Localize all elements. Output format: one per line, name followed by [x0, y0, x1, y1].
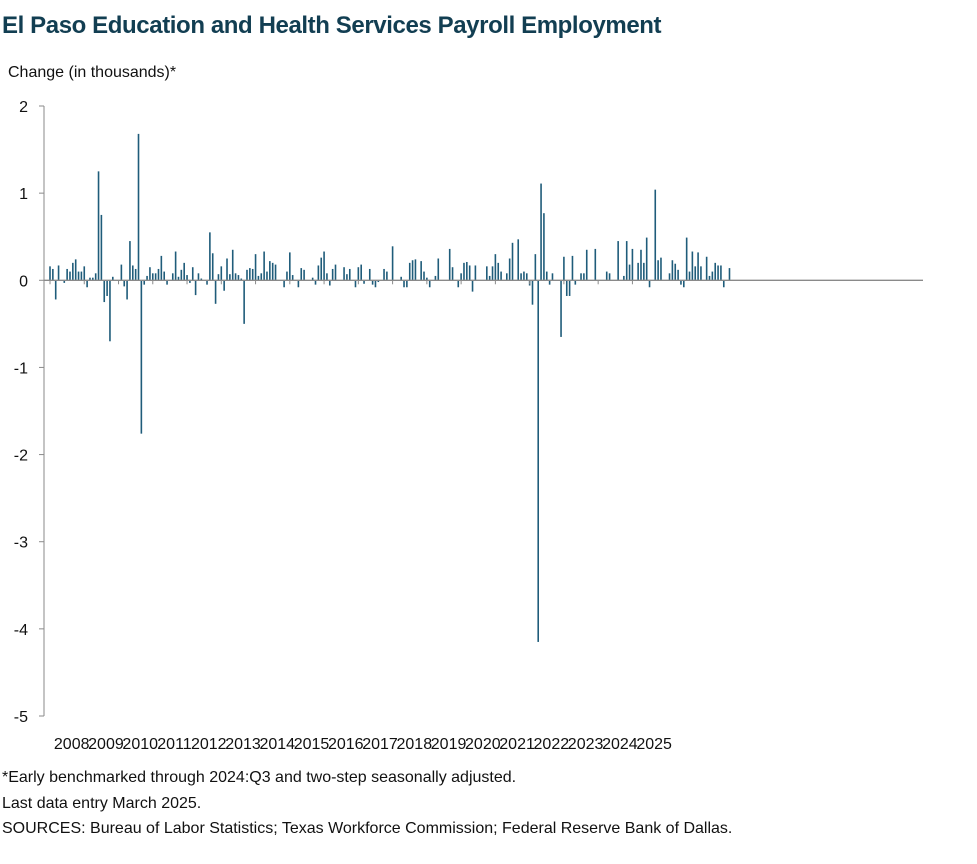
- bar: [512, 243, 514, 280]
- y-tick-label: 0: [19, 273, 28, 291]
- bar: [52, 269, 54, 280]
- bar: [332, 269, 334, 280]
- bar: [375, 280, 377, 287]
- bar: [472, 280, 474, 291]
- bar: [172, 273, 174, 280]
- bar: [569, 280, 571, 296]
- bar: [218, 274, 220, 280]
- bar: [566, 280, 568, 296]
- bar: [155, 273, 157, 280]
- bar: [300, 268, 302, 280]
- bar: [609, 273, 611, 280]
- bar: [98, 171, 100, 280]
- bar: [629, 265, 631, 281]
- bar: [572, 256, 574, 280]
- bar: [646, 238, 648, 281]
- x-tick-label: 2009: [88, 736, 124, 753]
- x-tick-label: 2019: [430, 736, 467, 753]
- bar: [535, 254, 537, 280]
- bar: [520, 273, 522, 280]
- bar: [509, 259, 511, 281]
- bar: [583, 273, 585, 280]
- bar: [298, 280, 300, 287]
- bar: [540, 184, 542, 281]
- bar: [195, 280, 197, 295]
- bar: [343, 267, 345, 280]
- bar: [72, 263, 74, 280]
- bar: [492, 266, 494, 280]
- x-tick-label: 2022: [533, 736, 570, 753]
- bar: [686, 238, 688, 281]
- bar: [335, 265, 337, 281]
- bar: [303, 270, 305, 280]
- bar: [697, 252, 699, 280]
- bar: [437, 259, 439, 281]
- bar: [563, 257, 565, 281]
- bar: [235, 273, 237, 280]
- x-tick-label: 2008: [53, 736, 90, 753]
- bar: [692, 252, 694, 281]
- bar: [720, 265, 722, 280]
- bar: [617, 241, 619, 280]
- bar: [714, 263, 716, 280]
- bar: [392, 246, 394, 280]
- bar: [75, 259, 77, 280]
- bar: [469, 265, 471, 280]
- bar: [349, 269, 351, 280]
- bar: [526, 273, 528, 280]
- bar: [546, 272, 548, 281]
- y-tick-label: 1: [19, 186, 28, 204]
- x-tick-label: 2025: [636, 736, 672, 753]
- bar: [423, 272, 425, 281]
- bar: [223, 280, 225, 290]
- bar: [66, 269, 68, 280]
- x-tick-label: 2020: [465, 736, 501, 753]
- bar: [81, 272, 83, 281]
- bar: [232, 250, 234, 280]
- bar: [158, 269, 160, 280]
- bar: [497, 263, 499, 280]
- bar: [163, 272, 165, 281]
- chart-title: El Paso Education and Health Services Payroll Employment: [2, 12, 662, 39]
- bar: [369, 269, 371, 280]
- bar: [643, 263, 645, 280]
- bar: [255, 254, 257, 280]
- bar: [106, 280, 108, 296]
- bar: [129, 241, 131, 280]
- bar: [383, 269, 385, 280]
- bar: [700, 266, 702, 280]
- bar: [55, 280, 57, 299]
- bar: [723, 280, 725, 287]
- footnote-benchmark: *Early benchmarked through 2024:Q3 and two-step seasonally adjusted.: [2, 769, 517, 786]
- bar: [523, 272, 525, 281]
- bar: [506, 273, 508, 280]
- bar: [654, 190, 656, 281]
- bar: [132, 265, 134, 280]
- bar: [283, 280, 285, 287]
- bar: [272, 263, 274, 280]
- bar: [109, 280, 111, 341]
- bar: [138, 134, 140, 280]
- bar: [640, 250, 642, 280]
- bar: [175, 252, 177, 281]
- footnote-last-entry: Last data entry March 2025.: [2, 795, 202, 812]
- y-tick-label: -2: [13, 447, 28, 465]
- x-tick-label: 2015: [293, 736, 330, 753]
- bar: [149, 267, 151, 280]
- bar: [249, 268, 251, 280]
- bar: [532, 280, 534, 304]
- bar: [269, 261, 271, 280]
- x-tick-label: 2018: [396, 736, 433, 753]
- bar: [606, 272, 608, 281]
- bar: [712, 272, 714, 281]
- bar: [457, 280, 459, 287]
- bar: [649, 280, 651, 287]
- bar: [632, 249, 634, 280]
- x-tick-label: 2014: [259, 736, 296, 753]
- bar: [689, 272, 691, 281]
- bar: [360, 265, 362, 281]
- bar: [318, 265, 320, 280]
- bar: [275, 265, 277, 281]
- bar: [329, 280, 331, 285]
- bar: [415, 259, 417, 280]
- bar: [729, 268, 731, 280]
- bar: [266, 272, 268, 281]
- bar: [183, 263, 185, 280]
- bar: [198, 273, 200, 280]
- bar: [409, 263, 411, 280]
- bar: [669, 273, 671, 280]
- bar: [672, 260, 674, 280]
- footnote-sources: SOURCES: Bureau of Labor Statistics; Texas Workforce Commission; Federal Reserve Bank of Dallas.: [2, 820, 733, 837]
- bar: [386, 272, 388, 281]
- bar: [537, 280, 539, 642]
- y-axis-label: Change (in thousands)*: [8, 64, 177, 81]
- bar: [580, 273, 582, 280]
- bar: [243, 280, 245, 324]
- bar: [466, 262, 468, 280]
- bar: [260, 273, 262, 280]
- bar: [49, 266, 51, 280]
- bar: [192, 267, 194, 280]
- bar: [229, 274, 231, 280]
- bar: [694, 266, 696, 280]
- y-tick-label: -5: [13, 709, 28, 726]
- x-tick-label: 2023: [567, 736, 604, 753]
- bar: [126, 280, 128, 299]
- bar: [586, 250, 588, 280]
- x-tick-label: 2021: [499, 736, 535, 753]
- bar: [626, 241, 628, 280]
- bar: [355, 280, 357, 287]
- bar: [323, 252, 325, 281]
- bar: [595, 249, 597, 280]
- bar: [660, 258, 662, 281]
- x-tick-label: 2013: [225, 736, 261, 753]
- bar: [346, 274, 348, 280]
- bar: [135, 269, 137, 280]
- bar: [103, 280, 105, 302]
- bar: [657, 260, 659, 280]
- bar: [215, 280, 217, 304]
- bar: [86, 280, 88, 287]
- bar: [226, 259, 228, 281]
- x-tick-label: 2016: [327, 736, 364, 753]
- bar: [58, 265, 60, 280]
- y-tick-label: -4: [13, 621, 28, 639]
- bar: [429, 280, 431, 287]
- bar: [412, 260, 414, 280]
- bar: [69, 272, 71, 281]
- bar: [420, 261, 422, 280]
- bar: [95, 273, 97, 280]
- y-tick-label: -1: [13, 360, 28, 378]
- bar: [83, 266, 85, 280]
- bar: [186, 275, 188, 280]
- bar: [326, 273, 328, 280]
- bar: [463, 263, 465, 280]
- bar: [78, 272, 80, 281]
- bar: [452, 267, 454, 280]
- x-tick-label: 2011: [157, 736, 192, 753]
- bar: [101, 215, 103, 280]
- bar: [706, 257, 708, 281]
- bar: [238, 275, 240, 280]
- bar: [517, 239, 519, 280]
- bar: [406, 280, 408, 287]
- bar: [246, 270, 248, 280]
- bar: [252, 269, 254, 280]
- bar: [161, 256, 163, 280]
- bar: [500, 272, 502, 281]
- bar: [320, 258, 322, 281]
- bar: [292, 275, 294, 280]
- bar: [181, 270, 183, 280]
- bar: [212, 253, 214, 280]
- bar: [486, 266, 488, 280]
- bar: [358, 267, 360, 280]
- bar: [560, 280, 562, 337]
- y-tick-label: 2: [19, 99, 28, 116]
- bar: [717, 265, 719, 280]
- bar: [475, 265, 477, 280]
- bar: [141, 280, 143, 433]
- bar: [637, 263, 639, 280]
- bar: [460, 273, 462, 280]
- y-tick-label: -3: [13, 534, 28, 552]
- x-tick-label: 2024: [602, 736, 638, 753]
- bar: [289, 252, 291, 280]
- bar: [152, 273, 154, 280]
- bar: [552, 273, 554, 280]
- bar: [683, 280, 685, 287]
- bar: [403, 280, 405, 287]
- bar: [674, 264, 676, 281]
- bar: [543, 213, 545, 280]
- bar: [263, 252, 265, 281]
- bar: [123, 280, 125, 286]
- bar: [449, 249, 451, 280]
- bar: [677, 270, 679, 280]
- bar: [209, 232, 211, 280]
- bar: [286, 272, 288, 281]
- bar: [221, 266, 223, 280]
- bar: [121, 265, 123, 281]
- x-tick-label: 2010: [122, 736, 159, 753]
- bar: [495, 254, 497, 280]
- x-tick-label: 2012: [190, 736, 227, 753]
- x-tick-label: 2017: [362, 736, 398, 753]
